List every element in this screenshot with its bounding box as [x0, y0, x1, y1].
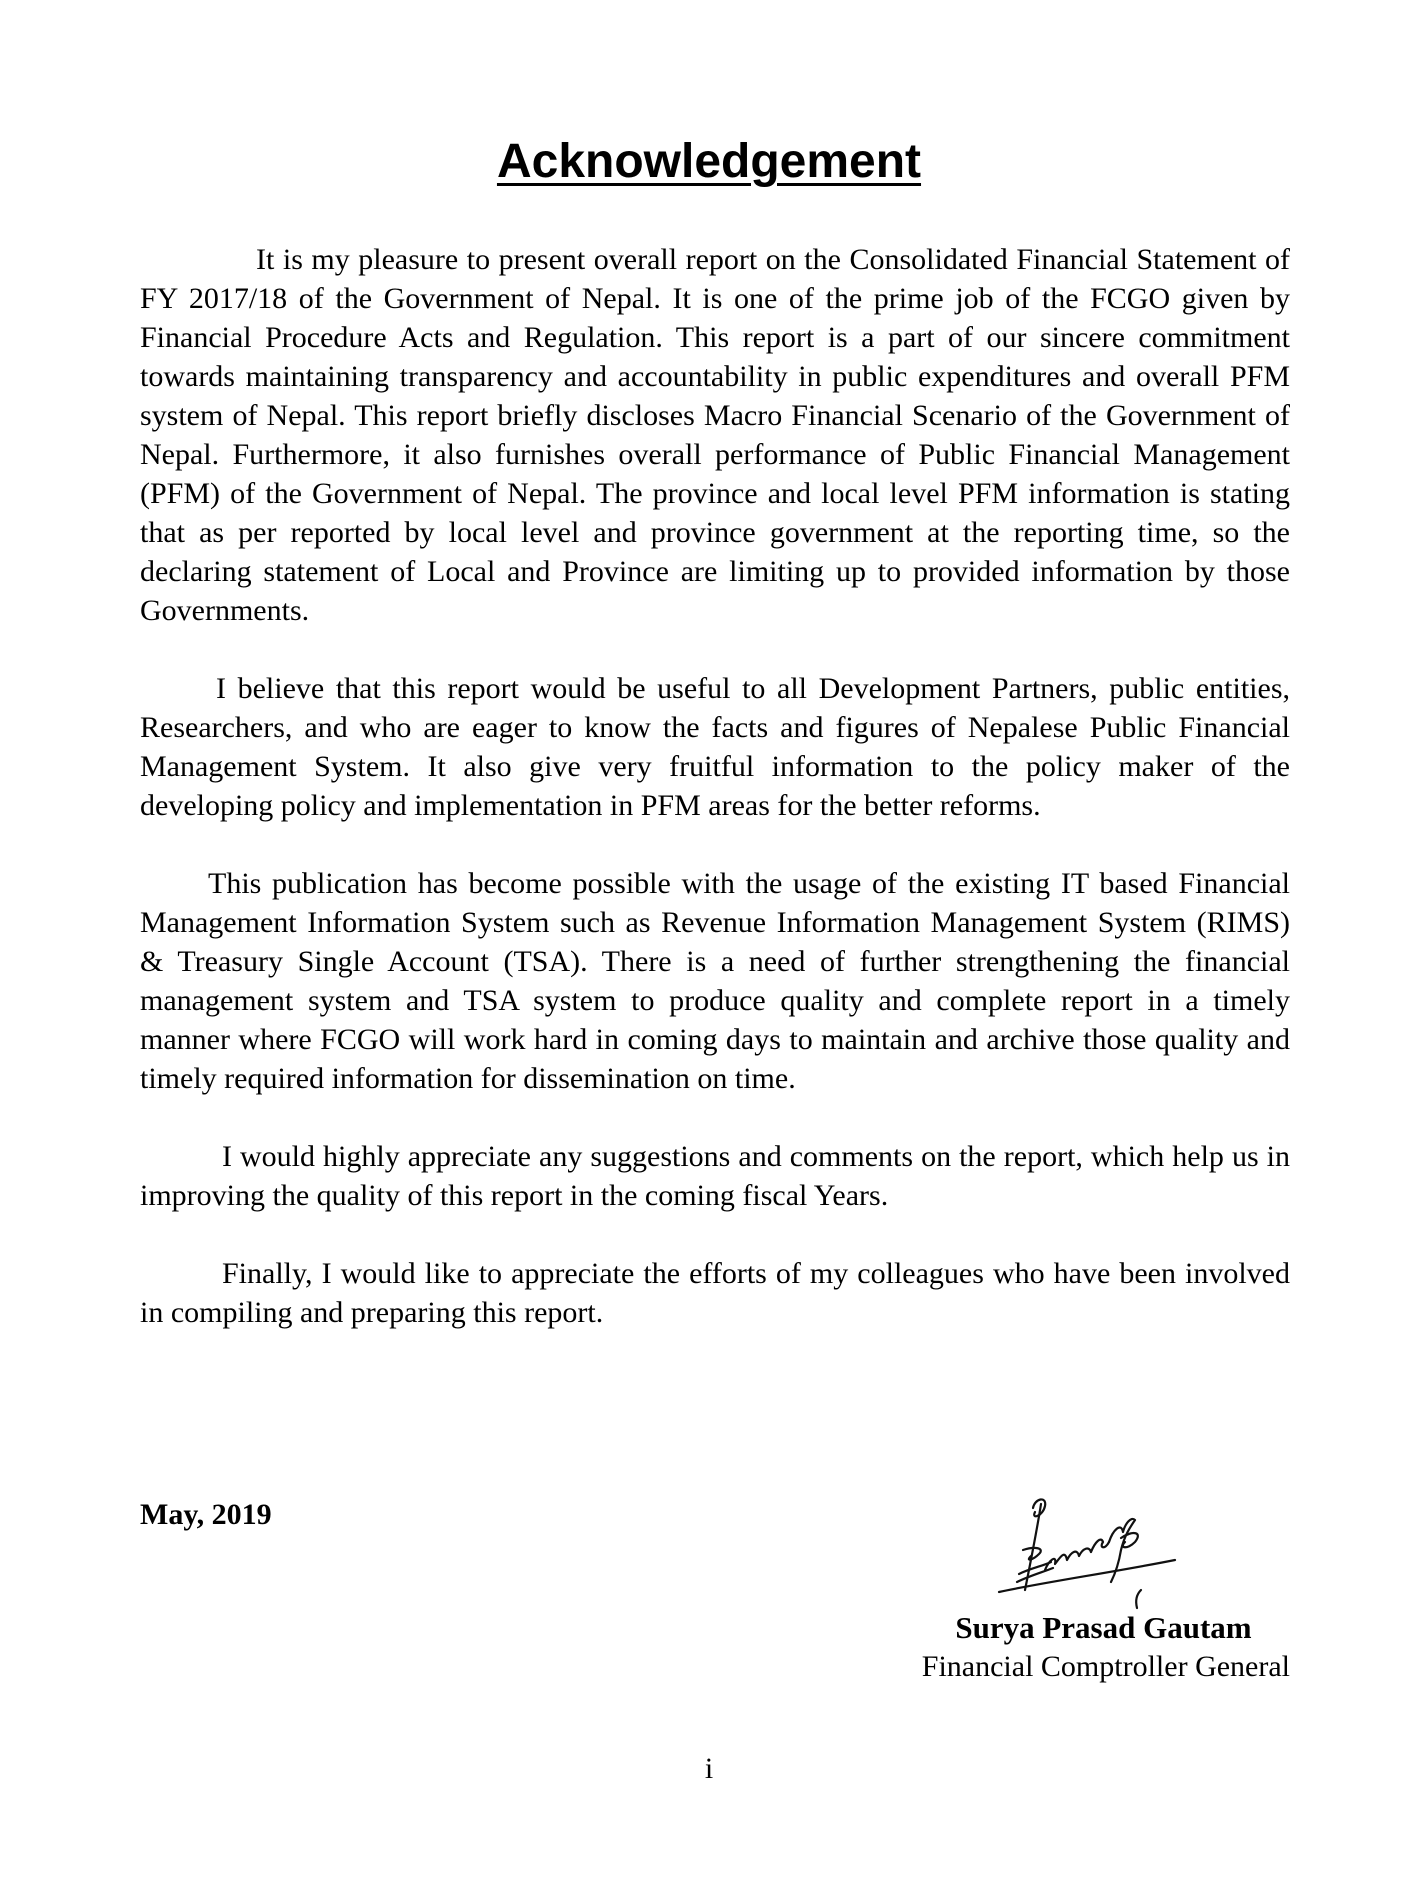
signer-title: Financial Comptroller General: [921, 1650, 1290, 1683]
handwritten-signature: [995, 1490, 1180, 1615]
signer-name-text: Surya Prasad Gautam: [955, 1610, 1252, 1645]
signer-name: [870, 1610, 1290, 1646]
paragraph-2: I believe that this report would be useful to all Development Partners, public entities, Researchers, and who are eager to know the facts and figures of Nepalese Public Financial Management System. It also give very fruitful information to the policy maker of the developing policy and implementation in PFM areas for the better reforms.: [140, 672, 1290, 822]
page-number: i: [704, 1752, 714, 1785]
paragraph-1: It is my pleasure to present overall report on the Consolidated Financial Statement of FY 2017/18 of the Government of Nepal. It is one of the prime job of the FCGO given by Financial Procedure Acts and Regulation. This report is a part of our sincere commitment towards maintaining transparency and accountability in public expenditures and overall PFM system of Nepal. This report briefly discloses Macro Financial Scenario of the Government of Nepal. Furthermore, it also furnishes overall performance of Public Financial Management (PFM) of the Government of Nepal. The province and local level PFM information is stating that as per reported by local level and province government at the reporting time, so the declaring statement of Local and Province are limiting up to provided information by those Governments.: [140, 243, 1290, 627]
paragraph-3: This publication has become possible with the usage of the existing IT based Financial Management Information System such as Revenue Information Management System (RIMS) & Treasury Single Account (TSA). There is a need of further strengthening the financial management system and TSA system to produce quality and complete report in a timely manner where FCGO will work hard in coming days to maintain and archive those quality and timely required information for dissemination on time.: [140, 867, 1290, 1095]
body-text: [140, 240, 1290, 1371]
page-title: Acknowledgement: [496, 135, 922, 188]
paragraph-4: I would highly appreciate any suggestions and comments on the report, which help us in improving the quality of this report in the coming fiscal Years.: [140, 1140, 1290, 1212]
document-date: May, 2019: [140, 1498, 272, 1531]
paragraph-5: Finally, I would like to appreciate the efforts of my colleagues who have been involved in compiling and preparing this report.: [140, 1257, 1290, 1329]
